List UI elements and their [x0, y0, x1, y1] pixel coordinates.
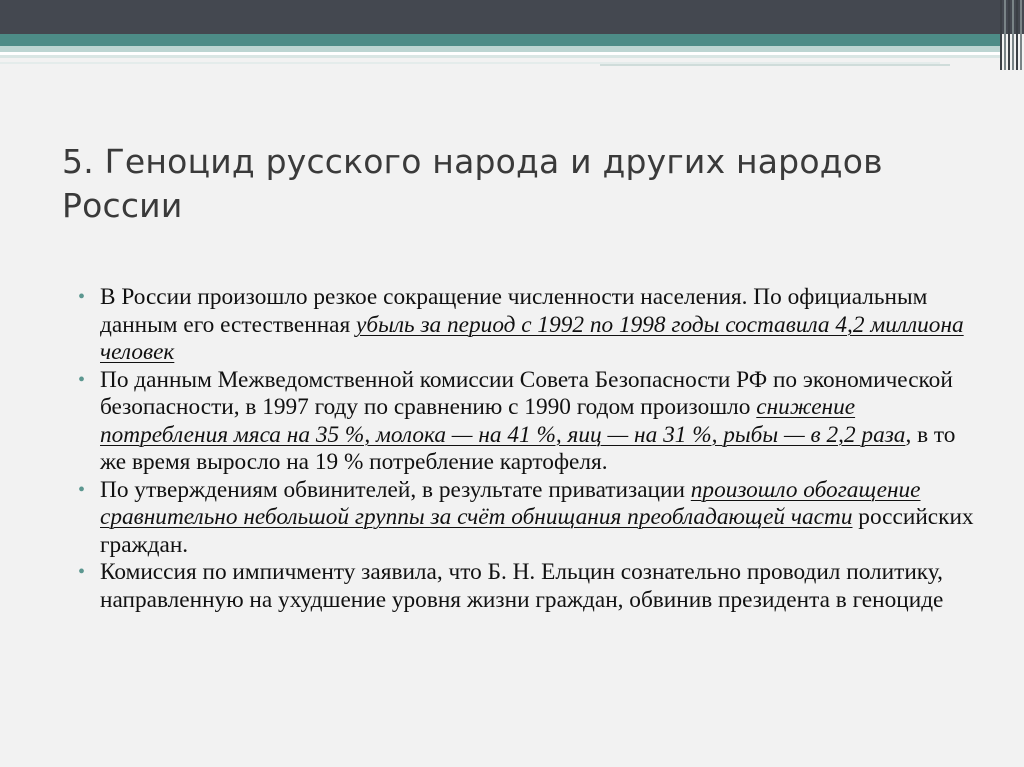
bullet-dot-icon: • [78, 561, 86, 583]
bullet-dot-icon: • [78, 286, 86, 308]
slide-title: 5. Геноцид русского народа и других народов России [62, 142, 883, 225]
bullet-text: По утверждениям обвинителей, в результате приватизации [100, 476, 691, 503]
bullet-text: Комиссия по импичменту заявила, что Б. Н. Ельцин сознательно проводил политику, направленную на ухудшение уровня жизни граждан, обвинив президента в геноциде [100, 559, 944, 613]
list-item [78, 559, 978, 614]
bullet-emphasis: убыль за период с 1992 по 1998 годы составила 4,2 миллиона человек [100, 311, 964, 365]
list-item [78, 284, 978, 367]
bullet-text: В России произошло резкое сокращение численности населения. По официальным данным его естественная [100, 284, 928, 338]
bullet-text-tail: , в то же время выросло на 19 % потребление картофеля. [100, 421, 956, 475]
decor-line-short [600, 64, 950, 66]
bullet-dot-icon: • [78, 368, 86, 391]
decor-vertical-bars [1000, 0, 1024, 70]
list-item [78, 477, 978, 560]
top-banner [0, 0, 1024, 34]
bullet-list [78, 284, 978, 614]
bullet-emphasis: произошло обогащение сравнительно небольшой группы за счёт обнищания преобладающей части [100, 476, 921, 530]
bullet-emphasis: снижение потребления мяса на 35 %, молока — на 41 %, яиц — на 31 %, рыбы — в 2,2 раза [100, 394, 906, 448]
bullet-text: По данным Межведомственной комиссии Совета Безопасности РФ по экономической безопасности, в 1997 году по сравнению с 1990 годом произошло [100, 366, 953, 420]
list-item [78, 367, 978, 477]
accent-band-pale [0, 55, 1000, 58]
accent-band [0, 34, 1000, 46]
bullet-dot-icon: • [78, 478, 86, 501]
bullet-text-tail: российских граждан. [100, 504, 974, 558]
